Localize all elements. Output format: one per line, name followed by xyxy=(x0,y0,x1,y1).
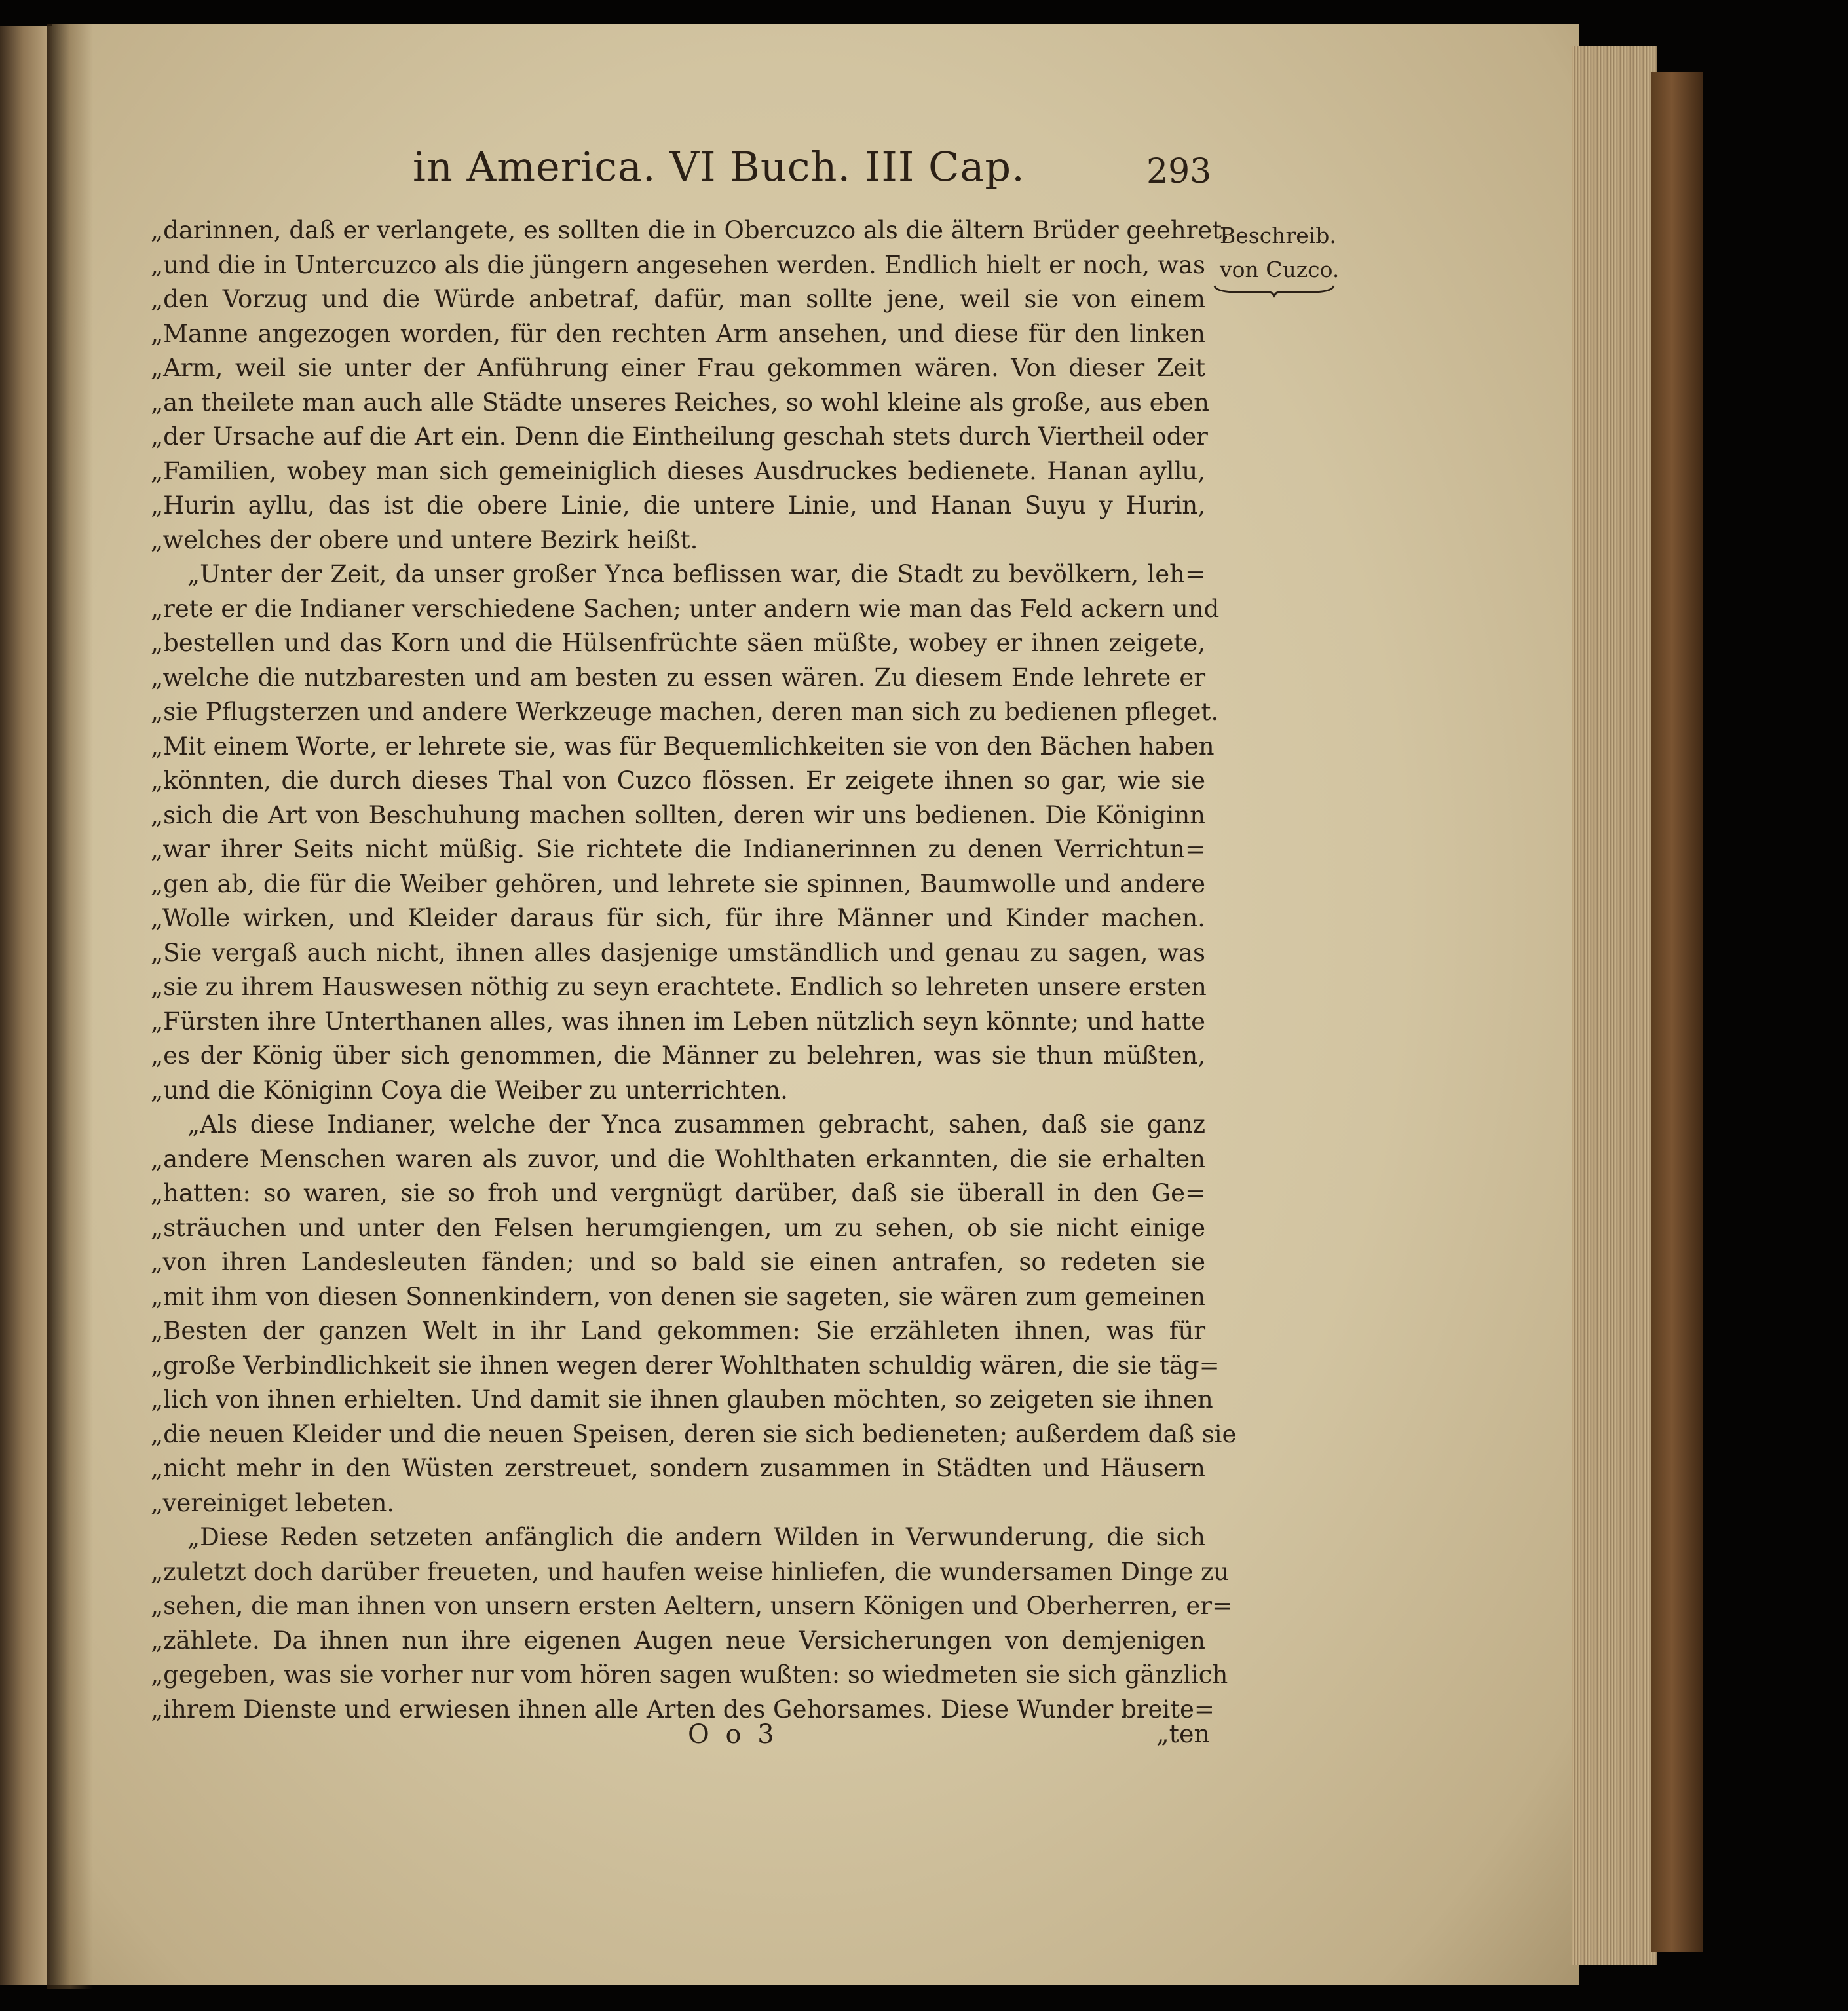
text-line: „sträuchen und unter den Felsen herumgiengen, um zu sehen, ob sie nicht einige xyxy=(151,1213,1205,1242)
text-line: „zuletzt doch darüber freueten, und haufen weise hinliefen, die wundersamen Dinge zu xyxy=(151,1557,1230,1586)
text-line: „und die Königinn Coya die Weiber zu unterrichten. xyxy=(151,1076,788,1104)
text-line: „Diese Reden setzeten anfänglich die andern Wilden in Verwunderung, die sich xyxy=(187,1523,1205,1551)
text-line: „Besten der ganzen Welt in ihr Land gekommen: Sie erzähleten ihnen, was für xyxy=(151,1317,1205,1345)
text-line: „bestellen und das Korn und die Hülsenfrüchte säen müßte, wobey er ihnen zeigete, xyxy=(151,629,1205,657)
margin-brace-icon xyxy=(1212,283,1336,300)
text-line: „Mit einem Worte, er lehrete sie, was für Bequemlichkeiten sie von den Bächen haben xyxy=(151,732,1215,761)
text-line: „von ihren Landesleuten fänden; und so bald sie einen antrafen, so redeten sie xyxy=(151,1248,1205,1276)
text-line: „sie Pflugsterzen und andere Werkzeuge machen, deren man sich zu bedienen pfleget. xyxy=(151,698,1219,726)
text-line: „Arm, weil sie unter der Anführung einer Frau gekommen wären. Von dieser Zeit xyxy=(151,354,1205,382)
text-line: „Fürsten ihre Unterthanen alles, was ihnen im Leben nützlich seyn könnte; und hatte xyxy=(151,1007,1205,1036)
text-line: „an theilete man auch alle Städte unseres Reiches, so wohl kleine als große, aus eben xyxy=(151,388,1209,417)
text-line: „andere Menschen waren als zuvor, und die Wohlthaten erkannten, die sie erhalten xyxy=(151,1144,1205,1173)
text-line: „Hurin ayllu, das ist die obere Linie, die untere Linie, und Hanan Suyu y Hurin, xyxy=(151,491,1205,519)
text-line: „sich die Art von Beschuhung machen sollten, deren wir uns bedienen. Die Königinn xyxy=(151,800,1205,829)
text-line: „lich von ihnen erhielten. Und damit sie ihnen glauben möchten, so zeigeten sie ihnen xyxy=(151,1385,1213,1414)
signature-mark: O o 3 xyxy=(688,1720,778,1750)
margin-note-line: von Cuzco. xyxy=(1220,257,1340,282)
text-line: „nicht mehr in den Wüsten zerstreuet, sondern zusammen in Städten und Häusern xyxy=(151,1454,1205,1482)
text-line: „der Ursache auf die Art ein. Denn die Eintheilung geschah stets durch Viertheil oder xyxy=(151,423,1208,451)
text-line: „war ihrer Seits nicht müßig. Sie richtete die Indianerinnen zu denen Verrichtun= xyxy=(151,835,1205,863)
body-text xyxy=(151,214,1237,1727)
text-line: „Wolle wirken, und Kleider daraus für sich, für ihre Männer und Kinder machen. xyxy=(151,904,1205,932)
text-line: „könnten, die durch dieses Thal von Cuzco flössen. Er zeigete ihnen so gar, wie sie xyxy=(151,766,1205,795)
running-head: in America. VI Buch. III Cap. xyxy=(413,143,1025,191)
text-line: „vereiniget lebeten. xyxy=(151,1488,395,1517)
text-line: „hatten: so waren, sie so froh und vergnügt darüber, daß sie überall in den Ge= xyxy=(151,1179,1205,1207)
text-line: „große Verbindlichkeit sie ihnen wegen derer Wohlthaten schuldig wären, die sie täg= xyxy=(151,1351,1220,1380)
text-line: „rete er die Indianer verschiedene Sachen; unter andern wie man das Feld ackern und xyxy=(151,594,1220,623)
text-line: „Sie vergaß auch nicht, ihnen alles dasjenige umständlich und genau zu sagen, was xyxy=(151,938,1205,967)
text-line: „gegeben, was sie vorher nur vom hören sagen wußten: so wiedmeten sie sich gänzlich xyxy=(151,1661,1228,1689)
text-line: „zählete. Da ihnen nun ihre eigenen Augen neue Versicherungen von demjenigen xyxy=(151,1626,1205,1655)
page-number: 293 xyxy=(1146,152,1212,191)
text-line: „welches der obere und untere Bezirk heißt. xyxy=(151,525,698,554)
margin-note xyxy=(1220,219,1339,287)
text-line: „es der König über sich genommen, die Männer zu belehren, was sie thun müßten, xyxy=(151,1042,1205,1070)
text-line: „Als diese Indianer, welche der Ynca zusammen gebracht, sahen, daß sie ganz xyxy=(187,1110,1205,1138)
text-line: „und die in Untercuzco als die jüngern angesehen werden. Endlich hielt er noch, was xyxy=(151,250,1205,279)
text-line: „mit ihm von diesen Sonnenkindern, von denen sie sageten, sie wären zum gemeinen xyxy=(151,1282,1205,1311)
margin-note-line: Beschreib. xyxy=(1220,223,1336,248)
catchword: „ten xyxy=(1156,1720,1210,1748)
text-line: „Manne angezogen worden, für den rechten Arm ansehen, und diese für den linken xyxy=(151,319,1205,348)
text-line: „Unter der Zeit, da unser großer Ynca beflissen war, die Stadt zu bevölkern, leh= xyxy=(187,560,1205,588)
text-line: „welche die nutzbaresten und am besten zu essen wären. Zu diesem Ende lehrete er xyxy=(151,663,1205,692)
text-line: „sehen, die man ihnen von unsern ersten Aeltern, unsern Königen und Oberherren, er= xyxy=(151,1592,1233,1620)
text-line: „darinnen, daß er verlangete, es sollten die in Obercuzco als die ältern Brüder geehret, xyxy=(151,216,1230,244)
text-line: „ihrem Dienste und erwiesen ihnen alle Arten des Gehorsames. Diese Wunder breite= xyxy=(151,1695,1215,1723)
text-line: „sie zu ihrem Hauswesen nöthig zu seyn erachtete. Endlich so lehreten unsere ersten xyxy=(151,973,1207,1001)
text-line: „gen ab, die für die Weiber gehören, und lehrete sie spinnen, Baumwolle und andere xyxy=(151,869,1205,898)
text-line: „den Vorzug und die Würde anbetraf, dafür, man sollte jene, weil sie von einem xyxy=(151,285,1205,313)
text-line: „Familien, wobey man sich gemeiniglich dieses Ausdruckes bedienete. Hanan ayllu, xyxy=(151,457,1205,485)
text-line: „die neuen Kleider und die neuen Speisen, deren sie sich bedieneten; außerdem daß sie xyxy=(151,1419,1237,1448)
